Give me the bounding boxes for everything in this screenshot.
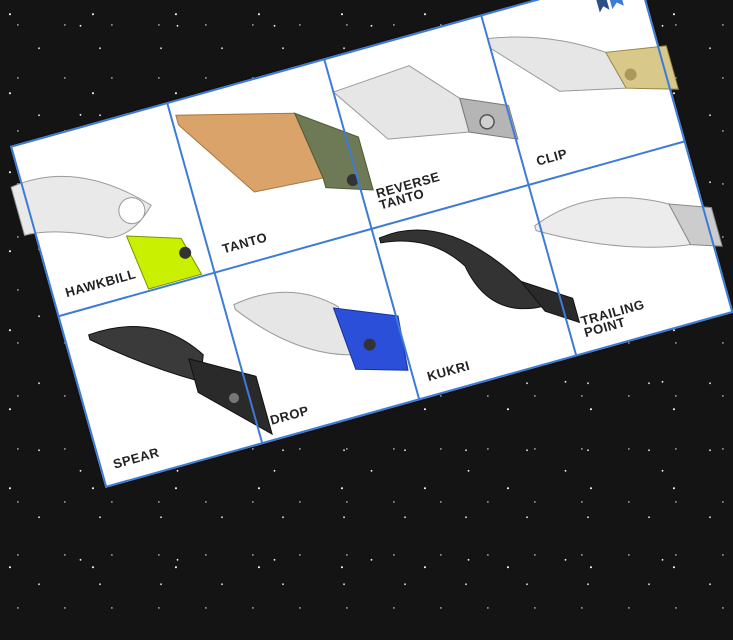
knife-types-poster [10, 0, 733, 488]
knife-label: TRAILING POINT [579, 296, 647, 341]
knife-label: KUKRI [425, 357, 472, 384]
knife-label: CLIP [534, 145, 570, 169]
knife-label: SPEAR [111, 444, 162, 472]
knife-label: DROP [268, 402, 311, 428]
knife-label: TANTO [220, 229, 269, 257]
knife-label: REVERSE TANTO [374, 168, 442, 213]
knife-label: HAWKBILL [63, 266, 138, 301]
grid-frame [10, 0, 733, 488]
